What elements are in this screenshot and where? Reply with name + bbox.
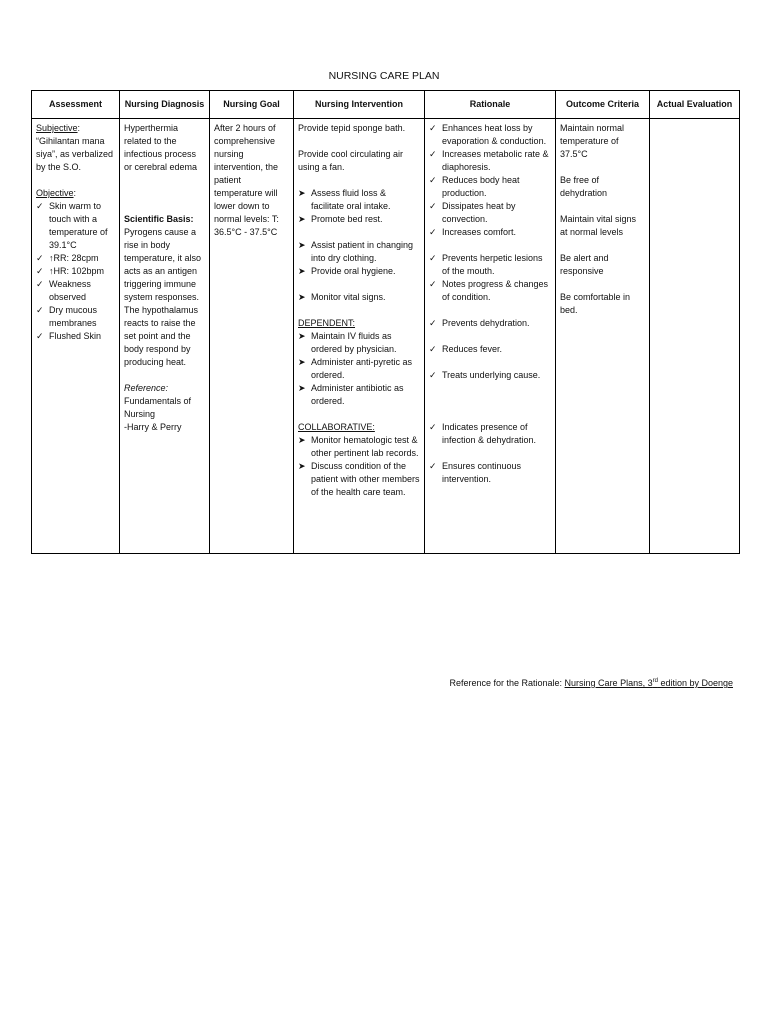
reference-line: -Harry & Perry: [124, 422, 182, 432]
header-diagnosis: Nursing Diagnosis: [120, 91, 210, 119]
check-icon: ✓: [429, 175, 437, 185]
goal-cell: [210, 119, 294, 554]
list-item: ➤ Administer anti-pyretic as ordered.: [298, 357, 413, 380]
check-icon: ✓: [429, 227, 437, 237]
outcome-cell: [556, 119, 650, 554]
check-icon: ✓: [429, 201, 437, 211]
arrow-bullet-icon: ➤: [298, 383, 306, 393]
check-icon: ✓: [429, 253, 437, 263]
dependent-list: [298, 330, 420, 408]
check-icon: ✓: [429, 422, 437, 432]
arrow-bullet-icon: ➤: [298, 292, 306, 302]
arrow-bullet-icon: ➤: [298, 435, 306, 445]
header-row: [32, 91, 740, 119]
check-icon: ✓: [429, 279, 437, 289]
arrow-bullet-icon: ➤: [298, 461, 306, 471]
list-item: ✓ Notes progress & changes of condition.: [429, 279, 549, 302]
intervention-cell: [294, 119, 425, 554]
check-icon: ✓: [36, 266, 44, 276]
page-title: NURSING CARE PLAN: [328, 70, 440, 82]
list-item: ✓ ↑HR: 102bpm: [36, 266, 105, 276]
check-icon: ✓: [36, 253, 44, 263]
check-icon: ✓: [429, 370, 437, 380]
arrow-bullet-icon: ➤: [298, 266, 306, 276]
scientific-basis-label: Scientific Basis:: [124, 214, 194, 224]
collaborative-list: [298, 434, 420, 499]
scientific-basis-text: Pyrogens cause a rise in body temperature, it also acts as an antigen triggering immune system responses. The hypothalamus reacts to raise the set point and the body respond by producing heat.: [124, 227, 202, 367]
list-item: ✓ Weakness observed: [36, 279, 91, 302]
reference-book: Nursing Care Plans, 3rd edition by Doenge: [564, 678, 733, 688]
dependent-label: DEPENDENT:: [298, 318, 356, 328]
list-item: ➤ Assess fluid loss & facilitate oral intake.: [298, 188, 391, 211]
list-item: ✓ Reduces body heat production.: [429, 175, 520, 198]
reference-line: Fundamentals of Nursing: [124, 396, 192, 419]
list-item: ✓ Dry mucous membranes: [36, 305, 98, 328]
list-item: ➤ Assist patient in changing into dry clothing.: [298, 240, 414, 263]
rationale-reference: [449, 678, 733, 688]
outcome-item: Maintain vital signs at normal levels: [560, 214, 637, 237]
evaluation-cell: [650, 119, 740, 554]
objective-label: Objective: [36, 188, 74, 198]
collaborative-label: COLLABORATIVE:: [298, 422, 375, 432]
rationale-cell: [425, 119, 556, 554]
rationale-list: [429, 122, 551, 486]
goal-text: After 2 hours of comprehensive nursing intervention, the patient temperature will lower down to normal levels: T: 36.5°C - 37.5°C: [214, 123, 279, 237]
check-icon: ✓: [429, 461, 437, 471]
list-item: ➤ Maintain IV fluids as ordered by physician.: [298, 331, 397, 354]
assessment-cell: Subjective: “Gihilantan mana siya”, as verbalized by the S.O. Objective: ✓ Skin warm to touch with a temperature of 39.1°C ✓ ↑RR: 28cpm ✓ ↑HR: 102bpm ✓ Weakness observed ✓ Dry mucous membranes ✓ Flushed Skin: [32, 119, 120, 554]
arrow-bullet-icon: ➤: [298, 331, 306, 341]
list-item: ➤ Provide oral hygiene.: [298, 266, 396, 276]
header-rationale: Rationale: [425, 91, 556, 119]
header-intervention: Nursing Intervention: [294, 91, 425, 119]
list-item: ✓ Increases comfort.: [429, 227, 517, 237]
outcome-item: Be comfortable in bed.: [560, 292, 631, 315]
list-item: ✓ Increases metabolic rate & diaphoresis.: [429, 149, 549, 172]
check-icon: ✓: [429, 149, 437, 159]
outcome-item: Be free of dehydration: [560, 175, 608, 198]
list-item: ➤ Promote bed rest.: [298, 214, 383, 224]
header-outcome: Outcome Criteria: [556, 91, 650, 119]
care-plan-table: [31, 90, 740, 554]
check-icon: ✓: [429, 318, 437, 328]
subjective-text: “Gihilantan mana siya”, as verbalized by the S.O.: [36, 136, 114, 172]
diagnosis-text: Hyperthermia related to the infectious process or cerebral edema: [124, 123, 198, 172]
list-item: ✓ Prevents herpetic lesions of the mouth.: [429, 253, 543, 276]
header-goal: Nursing Goal: [210, 91, 294, 119]
objective-list: [36, 200, 115, 343]
check-icon: ✓: [36, 331, 44, 341]
reference-prefix: Reference for the Rationale:: [449, 678, 565, 688]
arrow-bullet-icon: ➤: [298, 357, 306, 367]
list-item: ✓ Reduces fever.: [429, 344, 503, 354]
list-item: ✓ Skin warm to touch with a temperature of 39.1°C: [36, 201, 108, 250]
reference-label: Reference:: [124, 383, 169, 393]
check-icon: ✓: [429, 344, 437, 354]
intervention-item: Provide tepid sponge bath.: [298, 123, 406, 133]
arrow-bullet-icon: ➤: [298, 240, 306, 250]
arrow-bullet-icon: ➤: [298, 188, 306, 198]
list-item: ✓ Indicates presence of infection & dehydration.: [429, 422, 537, 445]
list-item: ➤ Administer antibiotic as ordered.: [298, 383, 404, 406]
independent-list: [298, 187, 420, 304]
intervention-item: Provide cool circulating air using a fan.: [298, 149, 404, 172]
list-item: ✓ Prevents dehydration.: [429, 318, 530, 328]
list-item: ✓ Treats underlying cause.: [429, 370, 541, 380]
table-row: [32, 119, 740, 554]
list-item: ➤ Monitor vital signs.: [298, 292, 386, 302]
outcome-item: Maintain normal temperature of 37.5°C: [560, 123, 625, 159]
subjective-label: Subjective: [36, 123, 78, 133]
check-icon: ✓: [429, 123, 437, 133]
diagnosis-cell: [120, 119, 210, 554]
header-evaluation: Actual Evaluation: [650, 91, 740, 119]
header-assessment: Assessment: [32, 91, 120, 119]
check-icon: ✓: [36, 305, 44, 315]
list-item: ✓ Flushed Skin: [36, 331, 102, 341]
list-item: ✓ Enhances heat loss by evaporation & conduction.: [429, 123, 547, 146]
list-item: ✓ Dissipates heat by convection.: [429, 201, 516, 224]
check-icon: ✓: [36, 201, 44, 211]
list-item: ➤ Discuss condition of the patient with other members of the health care team.: [298, 461, 420, 497]
arrow-bullet-icon: ➤: [298, 214, 306, 224]
outcome-item: Be alert and responsive: [560, 253, 609, 276]
list-item: ✓ Ensures continuous intervention.: [429, 461, 522, 484]
check-icon: ✓: [36, 279, 44, 289]
list-item: ➤ Monitor hematologic test & other pertinent lab records.: [298, 435, 419, 458]
list-item: ✓ ↑RR: 28cpm: [36, 253, 99, 263]
